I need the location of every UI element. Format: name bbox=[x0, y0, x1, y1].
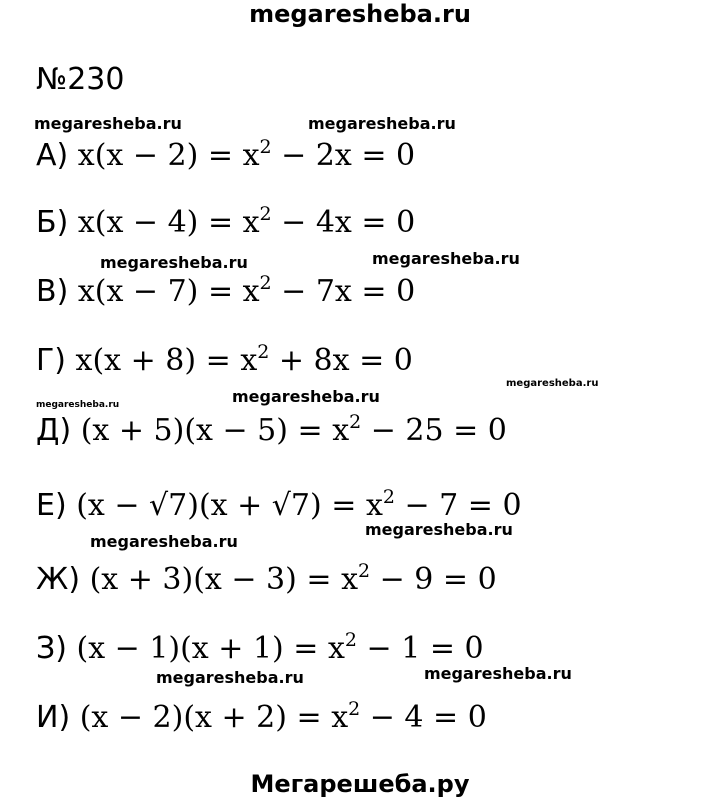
equation-exponent: 2 bbox=[344, 629, 357, 651]
equation-x: x bbox=[341, 562, 358, 597]
equation-d: Д) $(x + 5)(x - 5) = x^2 - 25 = 0$ bbox=[36, 411, 507, 448]
equation-rhs: − 2x = 0 bbox=[271, 138, 416, 173]
equation-lhs: (x − 2)(x + 2) bbox=[79, 700, 287, 735]
equation-rhs: − 25 = 0 bbox=[361, 413, 507, 448]
equation-rhs: − 4x = 0 bbox=[271, 205, 416, 240]
equation-rhs: − 4 = 0 bbox=[360, 700, 487, 735]
equation-lhs: x(x − 7) bbox=[77, 274, 199, 309]
equation-rhs: − 9 = 0 bbox=[370, 562, 497, 597]
equation-label: А) bbox=[36, 138, 69, 173]
equation-label: З) bbox=[36, 631, 67, 666]
watermark-inline: megaresheba.ru bbox=[156, 668, 304, 687]
equation-lhs: x(x − 2) bbox=[77, 138, 199, 173]
equation-x: x bbox=[327, 631, 345, 666]
watermark-inline: megaresheba.ru bbox=[100, 253, 248, 272]
equation-exponent: 2 bbox=[357, 560, 371, 582]
watermark-inline: megaresheba.ru bbox=[424, 664, 572, 683]
equation-rhs: − 7x = 0 bbox=[271, 274, 416, 309]
equation-label: Д) bbox=[36, 413, 72, 448]
equation-x: x bbox=[242, 205, 260, 240]
equation-lhs: x(x − 4) bbox=[77, 205, 199, 240]
equation-x: x bbox=[331, 700, 349, 735]
watermark-inline: megaresheba.ru bbox=[36, 400, 120, 410]
watermark-inline: megaresheba.ru bbox=[34, 114, 182, 133]
equation-rhs: − 7 = 0 bbox=[394, 488, 522, 523]
watermark-inline: megaresheba.ru bbox=[90, 532, 238, 551]
watermark-inline: megaresheba.ru bbox=[365, 520, 513, 539]
watermark-inline: megaresheba.ru bbox=[372, 249, 520, 268]
equation-e: Е) $(x - √7)(x + √7) = x^2 - 7 = 0$ bbox=[36, 486, 522, 523]
equation-label: Ж) bbox=[36, 562, 81, 597]
equation-x: x bbox=[332, 413, 350, 448]
equation-lhs: x(x + 8) bbox=[75, 343, 197, 378]
equation-rhs: + 8x = 0 bbox=[269, 343, 413, 378]
equation-exponent: 2 bbox=[259, 136, 272, 158]
equation-b: Б) $x(x - 4) = x^2 - 4x = 0$ bbox=[36, 203, 416, 240]
equation-g: Г) $x(x + 8) = x^2 + 8x = 0$ bbox=[36, 341, 413, 378]
equation-lhs: (x + 3)(x − 3) bbox=[89, 562, 297, 597]
equation-z: З) $(x - 1)(x + 1) = x^2 - 1 = 0$ bbox=[36, 629, 484, 666]
equation-exponent: 2 bbox=[349, 411, 362, 433]
equation-lhs: (x − √7)(x + √7) bbox=[76, 488, 322, 523]
equation-label: Г) bbox=[36, 343, 66, 378]
equation-x: x bbox=[242, 138, 260, 173]
watermark-header: megaresheba.ru bbox=[249, 0, 471, 28]
equation-label: В) bbox=[36, 274, 69, 309]
equation-x: x bbox=[240, 343, 258, 378]
equation-rhs: − 1 = 0 bbox=[356, 631, 484, 666]
equation-i: И) $(x - 2)(x + 2) = x^2 - 4 = 0$ bbox=[36, 698, 487, 735]
equation-label: Е) bbox=[36, 488, 67, 523]
equation-exponent: 2 bbox=[259, 203, 272, 225]
equation-lhs: (x + 5)(x − 5) bbox=[80, 413, 288, 448]
problem-number: №230 bbox=[36, 62, 125, 97]
watermark-inline: megaresheba.ru bbox=[232, 387, 380, 406]
equation-x: x bbox=[242, 274, 260, 309]
equation-lhs: (x − 1)(x + 1) bbox=[76, 631, 284, 666]
equation-zh: Ж) $(x + 3)(x - 3) = x^2 - 9 = 0$ bbox=[36, 560, 497, 597]
watermark-footer: Мегарешеба.ру bbox=[250, 770, 470, 798]
equation-exponent: 2 bbox=[259, 272, 272, 294]
equation-exponent: 2 bbox=[382, 486, 395, 508]
watermark-inline: megaresheba.ru bbox=[506, 378, 599, 389]
watermark-inline: megaresheba.ru bbox=[308, 114, 456, 133]
equation-label: Б) bbox=[36, 205, 69, 240]
equation-label: И) bbox=[36, 700, 71, 735]
equation-exponent: 2 bbox=[257, 341, 270, 363]
equation-a: А) $x(x - 2) = x^2 - 2x = 0$ bbox=[36, 136, 416, 173]
equation-exponent: 2 bbox=[348, 698, 361, 720]
equation-v: В) $x(x - 7) = x^2 - 7x = 0$ bbox=[36, 272, 416, 309]
equation-x: x bbox=[365, 488, 383, 523]
